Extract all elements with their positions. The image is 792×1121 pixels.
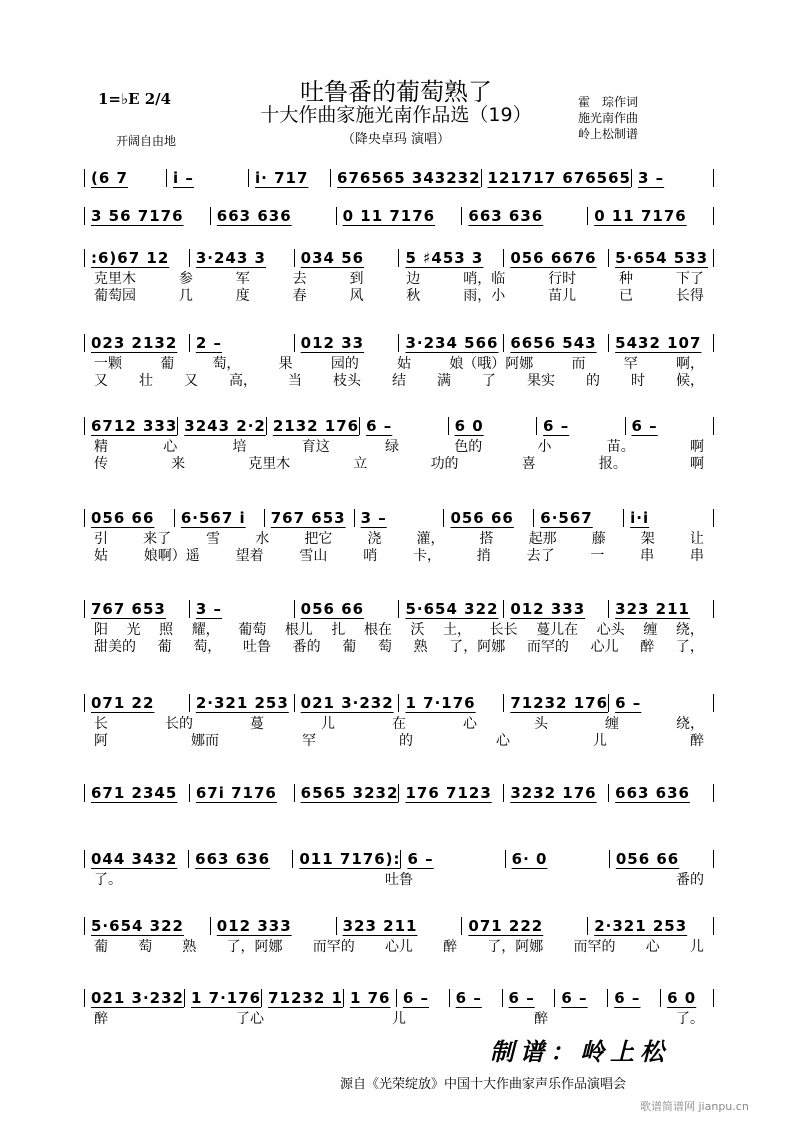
lyric-syllable: 醉 [443,939,458,955]
measure: 011 7176): [292,850,400,868]
lyric-syllable: 心 [463,716,477,732]
measure: 056 66 [609,850,714,868]
measure: 767 653 [84,600,189,618]
lyric-syllable: 的 [586,373,600,389]
lyric-syllable: 又 [94,373,108,389]
lyric-line [84,733,714,750]
measure: 176 7123 [398,784,503,802]
measure-line [84,596,714,622]
measure: 6·567 i [174,509,264,527]
lyric-syllable: 吐鲁 [385,872,413,888]
lyric-syllable: 心 [163,439,178,455]
measure: 3232 176 [503,784,608,802]
lyric-syllable: 引 [94,531,108,547]
measure: 6 – [607,989,660,1007]
lyric-syllable: 葡萄园 [94,288,136,304]
lyric-syllable: 缠 [643,622,658,638]
measure: 6· 0 [505,850,609,868]
lyric-syllable: 长的 [165,716,193,732]
lyric-syllable: 绕， [676,716,704,732]
lyric-syllable: 葡 [342,639,357,655]
measure: 6 – [502,989,555,1007]
lyric-syllable: 阿 [94,733,108,749]
measure: 0 11 7176 [336,207,462,225]
lyric-syllable: 长得 [675,288,704,304]
lyric-syllable: 苗儿 [548,288,577,304]
measure: 6 – [359,417,447,435]
measure: 071 22 [84,694,189,712]
singer: （降央卓玛 演唱） [341,132,451,147]
lyric-syllable: 水 [255,531,270,547]
measure: 012 33 [294,334,399,352]
lyric-syllable: 娜而 [191,733,219,749]
measure: 67i 7176 [189,784,294,802]
measure: 6 0 [448,417,536,435]
lyric-syllable: 下了 [675,271,704,287]
lyric-line [84,639,714,656]
source-note: 源自《光荣绽放》中国十大作曲家声乐作品演唱会 [340,1077,627,1092]
watermark: 歌谱简谱网 jianpu.cn [640,1100,749,1113]
lyric-syllable: 娘（哦）阿娜 [449,356,534,372]
measure: 3243 2·2 [177,417,266,435]
lyric-syllable: 耀， [191,622,220,638]
measure: 3 – [631,169,714,187]
measure: 671 2345 [84,784,189,802]
measure-line [84,780,714,806]
lyric-syllable: 来了 [143,531,172,547]
lyric-syllable: 候， [676,373,704,389]
lyric-syllable: 心 [496,733,510,749]
lyric-syllable: 而罕的 [312,939,355,955]
lyric-syllable: 了，阿娜 [487,939,544,955]
measure: 0 11 7176 [587,207,714,225]
measure: 5·654 322 [84,917,210,935]
lyric-syllable: 种 [619,271,633,287]
lyric-syllable: 甜美的 [94,639,136,655]
lyric-syllable: 醉 [690,733,704,749]
lyric-syllable: 缠 [605,716,619,732]
measure: 034 56 [294,249,399,267]
measure: 021 3·232 [294,694,399,712]
measure: 1 7·176 [398,694,503,712]
lyric-syllable: 光 [126,622,141,638]
lyric-syllable: 壮 [139,373,153,389]
measure: 2 – [189,334,294,352]
lyric-syllable: 雪山 [299,548,328,564]
lyric-syllable: 阳 [94,622,108,638]
lyricist: 霍 琮作词 [578,95,639,109]
score-row [84,780,714,806]
lyric-syllable: 哨，临 [463,271,506,287]
lyric-line [84,288,714,305]
measure-line [84,330,714,356]
lyric-syllable: 了，阿娜 [226,939,283,955]
measure: 663 636 [210,207,336,225]
lyric-syllable: 蔓 [250,716,264,732]
measure: 6656 543 [503,334,608,352]
lyric-syllable: 长 [94,716,108,732]
lyric-syllable: 苗。 [606,439,635,455]
lyric-syllable: 扎 [331,622,346,638]
lyric-syllable: 而 [571,356,586,372]
measure: 3 – [189,600,294,618]
lyric-syllable: 度 [235,288,250,304]
lyric-syllable: 克里木 [94,271,136,287]
measure: 6 0 [660,989,714,1007]
lyric-syllable: 浇 [367,531,382,547]
lyric-line [84,373,714,390]
measure: :6)67 12 [84,249,189,267]
lyric-syllable: 雨，小 [463,288,506,304]
lyric-syllable: 已 [619,288,633,304]
lyric-syllable: 照 [159,622,174,638]
measure: 6 – [449,989,502,1007]
lyric-syllable: 串 [640,548,655,564]
measure: 6 – [536,417,624,435]
lyric-syllable: 而罕的 [526,639,569,655]
measure: 6 – [400,850,504,868]
lyric-syllable: 根在 [363,622,392,638]
measure: 663 636 [608,784,714,802]
measure: 044 3432 [84,850,188,868]
signature: 制谱：岭上松 [490,1037,670,1066]
lyric-syllable: 去了 [526,548,555,564]
lyric-syllable: 功的 [430,456,459,472]
lyric-syllable: 果 [278,356,293,372]
lyric-syllable: 行时 [548,271,577,287]
measure-line [84,690,714,716]
measure: 056 6676 [503,249,608,267]
lyric-syllable: 去 [292,271,307,287]
measure: 3·234 566 [398,334,503,352]
lyric-syllable: 军 [235,271,250,287]
measure: 012 333 [210,917,336,935]
lyric-line [84,622,714,639]
lyric-syllable: 参 [178,271,193,287]
lyric-syllable: 培 [232,439,247,455]
lyric-syllable: 熟 [413,639,428,655]
measure-line [84,203,714,229]
lyric-syllable: 葡萄 [238,622,267,638]
lyric-syllable: 卡， [412,548,441,564]
measure: 121717 676565 [481,169,631,187]
lyric-line [84,548,714,565]
measure: 056 66 [84,509,174,527]
lyric-line [84,716,714,733]
score-row [84,505,714,565]
lyric-syllable: 啊 [689,456,704,472]
measure: 3·243 3 [189,249,294,267]
lyric-syllable: 几 [178,288,193,304]
lyric-syllable: 在 [392,716,406,732]
lyric-syllable: 心头 [596,622,625,638]
score-row [84,413,714,473]
lyric-syllable: 报。 [598,456,627,472]
measure: 2132 176 [266,417,359,435]
lyric-syllable: 绿 [385,439,399,455]
lyric-syllable: 起那 [528,531,557,547]
score-row [84,846,714,889]
measure: 6565 3232 [294,784,399,802]
lyric-syllable: 捎 [476,548,491,564]
lyric-syllable: 精 [94,439,108,455]
score-row [84,985,714,1028]
lyric-syllable: 土， [443,622,472,638]
measure: 1 7·176 [184,989,261,1007]
measure: 767 653 [264,509,354,527]
lyric-syllable: 儿 [689,939,704,955]
lyric-syllable: 罕 [623,356,638,372]
measure: 6712 333 [84,417,177,435]
lyric-line [84,439,714,456]
measure: 2·321 253 [189,694,294,712]
song-title: 吐鲁番的葡萄熟了 [300,78,492,106]
measure: 1 76 [343,989,396,1007]
lyric-syllable: 儿 [593,733,607,749]
lyric-syllable: 满 [437,373,451,389]
lyric-syllable: 传 [94,456,108,472]
lyric-syllable: 了。 [94,872,122,888]
measure: 056 66 [294,600,399,618]
lyric-syllable: 立 [353,456,368,472]
lyric-line [84,939,714,956]
lyric-syllable: 架 [640,531,655,547]
measure: 6·567 [533,509,623,527]
measure: 6 – [608,694,714,712]
credits [578,94,638,142]
lyric-syllable: 蔓儿在 [536,622,579,638]
lyric-syllable: 育这 [301,439,330,455]
lyric-syllable: 又 [184,373,198,389]
lyric-syllable: 葡 [160,356,175,372]
measure: 056 66 [443,509,533,527]
lyric-syllable: 园的 [330,356,359,372]
measure: (6 7 [84,169,166,187]
lyric-syllable: 枝头 [333,373,361,389]
lyric-line [84,1011,714,1028]
lyric-syllable: 萄， [212,356,241,372]
composer: 施光南作曲 [578,111,639,125]
lyric-syllable: 了， [675,639,704,655]
lyric-syllable: 萄 [377,639,392,655]
lyric-syllable: 啊， [675,356,704,372]
measure: 5·654 322 [398,600,503,618]
lyric-syllable: 灌， [416,531,445,547]
lyric-syllable: 小 [537,439,552,455]
lyric-syllable: 头 [534,716,548,732]
lyric-line [84,531,714,548]
lyric-syllable: 娘啊）遥 [143,548,200,564]
lyric-line [84,271,714,288]
lyric-syllable: 了心 [236,1011,264,1027]
measure: i – [166,169,248,187]
measure: 5·654 533 [608,249,714,267]
measure: 663 636 [188,850,292,868]
lyric-syllable: 长长 [489,622,518,638]
lyric-syllable: 萄 [138,939,153,955]
lyric-syllable: 根儿 [284,622,313,638]
lyric-line [84,456,714,473]
lyric-syllable: 的 [399,733,413,749]
lyric-syllable: 当 [288,373,302,389]
measure: 071 222 [461,917,587,935]
lyric-syllable: 把它 [304,531,333,547]
measure-line [84,913,714,939]
lyric-syllable: 吐鲁 [242,639,271,655]
lyric-syllable: 望着 [235,548,264,564]
lyric-syllable: 绕， [675,622,704,638]
key-signature: 1=♭E 2/4 [98,90,172,108]
score-row [84,913,714,956]
lyric-syllable: 而罕的 [573,939,616,955]
score-row [84,245,714,305]
score-row [84,203,714,229]
lyric-syllable: 儿 [321,716,335,732]
lyric-syllable: 了 [482,373,496,389]
lyric-syllable: 时 [631,373,645,389]
lyric-syllable: 春 [292,288,307,304]
lyric-syllable: 姑 [397,356,412,372]
measure: 6 – [396,989,449,1007]
lyric-line [84,356,714,373]
measure: 323 211 [336,917,462,935]
lyric-syllable: 一 [590,548,605,564]
lyric-syllable: 一颗 [94,356,122,372]
lyric-syllable: 藤 [591,531,606,547]
lyric-syllable: 沃 [410,622,425,638]
lyric-syllable: 番的 [292,639,321,655]
measure-line [84,413,714,439]
measure: 323 211 [608,600,714,618]
lyric-syllable: 心儿 [590,639,619,655]
measure: 71232 176 [503,694,608,712]
lyric-syllable: 结 [392,373,406,389]
lyric-syllable: 萄， [193,639,222,655]
subtitle: 十大作曲家施光南作品选（19） [260,104,532,126]
lyric-syllable: 克里木 [248,456,291,472]
lyric-syllable: 喜 [521,456,536,472]
lyric-syllable: 醉 [640,639,655,655]
measure: i·i [623,509,714,527]
measure-line [84,165,714,191]
measure: 6 – [554,989,607,1007]
measure: 676565 343232 [330,169,480,187]
score-row [84,165,714,191]
lyric-syllable: 雪 [206,531,221,547]
lyric-syllable: 边 [406,271,421,287]
lyric-syllable: 啊 [690,439,704,455]
lyric-syllable: 让 [689,531,704,547]
measure-line [84,846,714,872]
transcriber: 岭上松制谱 [578,127,639,141]
lyric-syllable: 心儿 [384,939,413,955]
measure: 021 3·232 [84,989,184,1007]
measure: 012 333 [503,600,608,618]
measure: 3 – [354,509,444,527]
lyric-syllable: 儿 [392,1011,406,1027]
lyric-syllable: 风 [349,288,364,304]
lyric-syllable: 葡 [157,639,172,655]
measure: 663 636 [461,207,587,225]
measure: 6 – [625,417,714,435]
lyric-syllable: 果实 [527,373,555,389]
lyric-syllable: 了，阿娜 [449,639,506,655]
tempo-marking: 开阔自由地 [116,134,177,148]
measure: 3 56 7176 [84,207,210,225]
lyric-syllable: 番的 [676,872,704,888]
measure-line [84,985,714,1011]
lyric-syllable: 来 [171,456,186,472]
measure: 5432 107 [608,334,714,352]
lyric-syllable: 色的 [454,439,483,455]
score-row [84,596,714,656]
measure-line [84,245,714,271]
measure: 71232 1 [261,989,343,1007]
lyric-syllable: 醉 [534,1011,548,1027]
lyric-syllable: 罕 [302,733,316,749]
lyric-syllable: 姑 [94,548,108,564]
lyric-syllable: 醉 [94,1011,108,1027]
lyric-syllable: 秋 [406,288,421,304]
lyric-line [84,872,714,889]
measure: i· 717 [248,169,330,187]
lyric-syllable: 搭 [479,531,494,547]
measure: 5 ♯453 3 [398,249,503,267]
measure-line [84,505,714,531]
lyric-syllable: 熟 [182,939,197,955]
measure: 2·321 253 [587,917,714,935]
lyric-syllable: 了。 [676,1011,704,1027]
lyric-syllable: 串 [689,548,704,564]
lyric-syllable: 葡 [94,939,108,955]
lyric-syllable: 哨 [363,548,378,564]
score-row [84,690,714,750]
score-row [84,330,714,390]
lyric-syllable: 到 [349,271,364,287]
lyric-syllable: 心 [645,939,660,955]
lyric-syllable: 高， [229,373,257,389]
measure: 023 2132 [84,334,189,352]
